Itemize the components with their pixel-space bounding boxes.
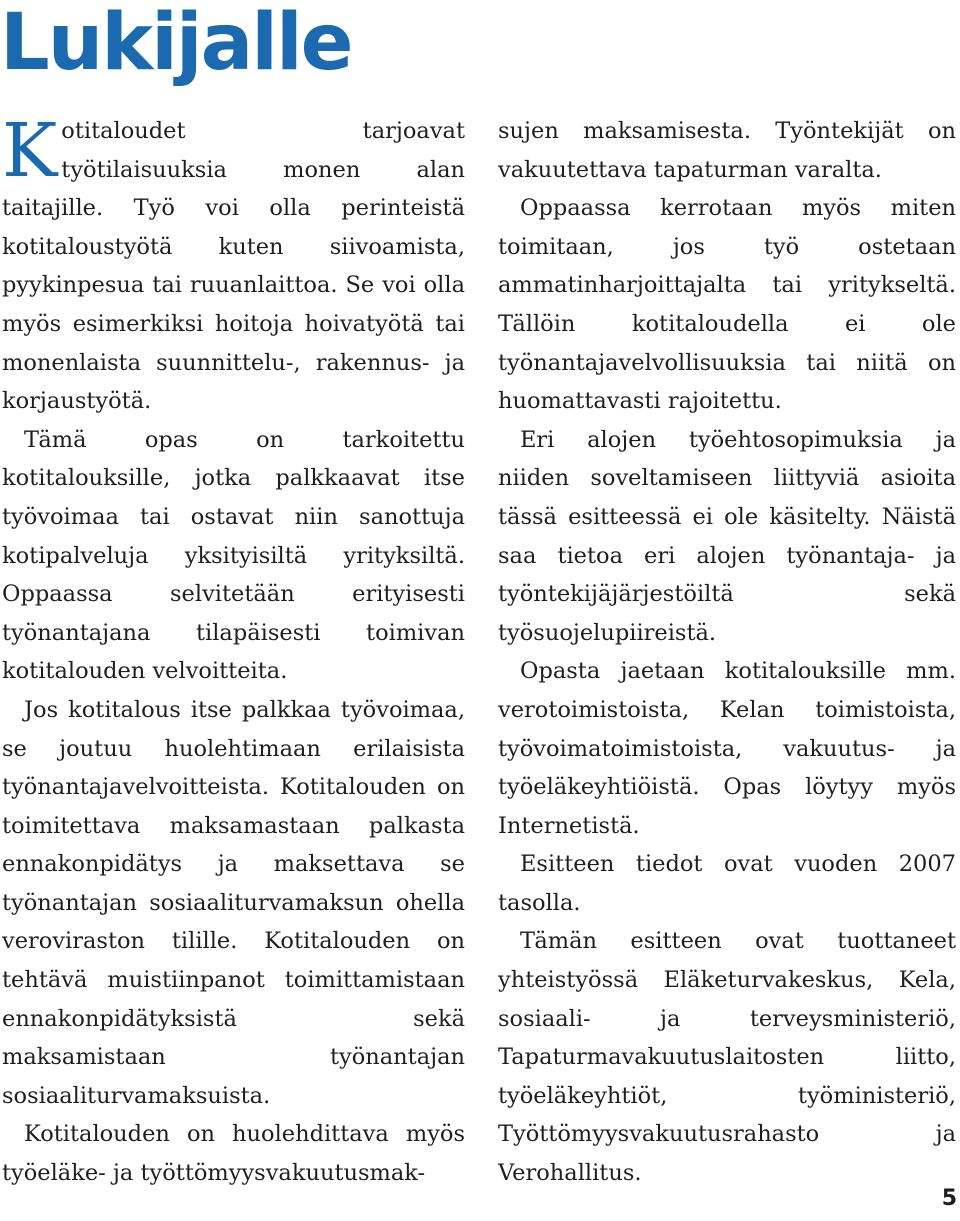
- drop-cap-letter: K: [2, 108, 58, 194]
- page-number: 5: [941, 1186, 957, 1211]
- insurance-paragraph-start: Kotitalouden on huolehdittava myös työeläke- ja työttömyysvakuutusmak-: [2, 1121, 465, 1187]
- distribution-paragraph: Opasta jaetaan kotitalouksille mm. verotoimistoista, Kelan toimistoista, työvoimatoimistoista, vakuutus- ja työeläkeyhtiöistä. Opas löytyy myös Internetistä.: [498, 658, 956, 839]
- employer-duties-paragraph: Jos kotitalous itse palkkaa työvoimaa, se joutuu huolehtimaan erilaisista työnantajavelvoitteista. Kotitalouden on toimitettava maksamastaan palkasta ennakonpidätys ja maksettava se työnantajan sosiaaliturvamaksun ohella veroviraston tilille. Kotitalouden on tehtävä muistiinpanot toimittamistaan ennakonpidätyksistä sekä maksamistaan työnantajan sosiaaliturvamaksuista.: [2, 696, 465, 1109]
- purpose-paragraph: Tämä opas on tarkoitettu kotitalouksille, jotka palkkaavat itse työvoimaa tai ostavat niin sanottuja kotipalveluja yksityisiltä yrityksiltä. Oppaassa selvitetään erityisesti työnantajana tilapäisesti toimivan kotitalouden velvoitteita.: [2, 426, 465, 685]
- page-title: Lukijalle: [0, 0, 352, 88]
- contractor-paragraph: Oppaassa kerrotaan myös miten toimitaan, jos työ ostetaan ammatinharjoittajalta tai yritykseltä. Tällöin kotitaloudella ei ole työnantajavelvollisuuksia tai niitä on huomattavasti rajoitettu.: [498, 195, 956, 415]
- insurance-paragraph-continued: sujen maksamisesta. Työntekijät on vakuutettava tapaturman varalta.: [498, 118, 956, 183]
- right-text-column: [498, 112, 956, 1193]
- collective-agreements-paragraph: Eri alojen työehtosopimuksia ja niiden soveltamiseen liittyviä asioita tässä esitteessä ei ole käsitelty. Näistä saa tietoa eri alojen työnantaja- ja työntekijäjärjestöiltä sekä työsuojelupiireistä.: [498, 426, 956, 646]
- left-text-column: [2, 108, 465, 1193]
- producers-paragraph: Tämän esitteen ovat tuottaneet yhteistyössä Eläketurvakeskus, Kela, sosiaali- ja terveysministeriö, Tapaturmavakuutuslaitosten liitto, työeläkeyhtiöt, työministeriö, Työttömyysvakuutusrahasto ja Verohallitus.: [498, 928, 956, 1187]
- validity-paragraph: Esitteen tiedot ovat vuoden 2007 tasolla.: [498, 851, 956, 916]
- intro-paragraph: [2, 108, 465, 421]
- intro-paragraph-text: otitaloudet tarjoavat työtilaisuuksia monen alan taitajille. Työ voi olla perinteistä kotitaloustyötä kuten siivoamista, pyykinpesua tai ruuanlaittoa. Se voi olla myös esimerkiksi hoitoja hoivatyötä tai monenlaista suunnittelu-, rakennus- ja korjaustyötä.: [2, 118, 465, 415]
